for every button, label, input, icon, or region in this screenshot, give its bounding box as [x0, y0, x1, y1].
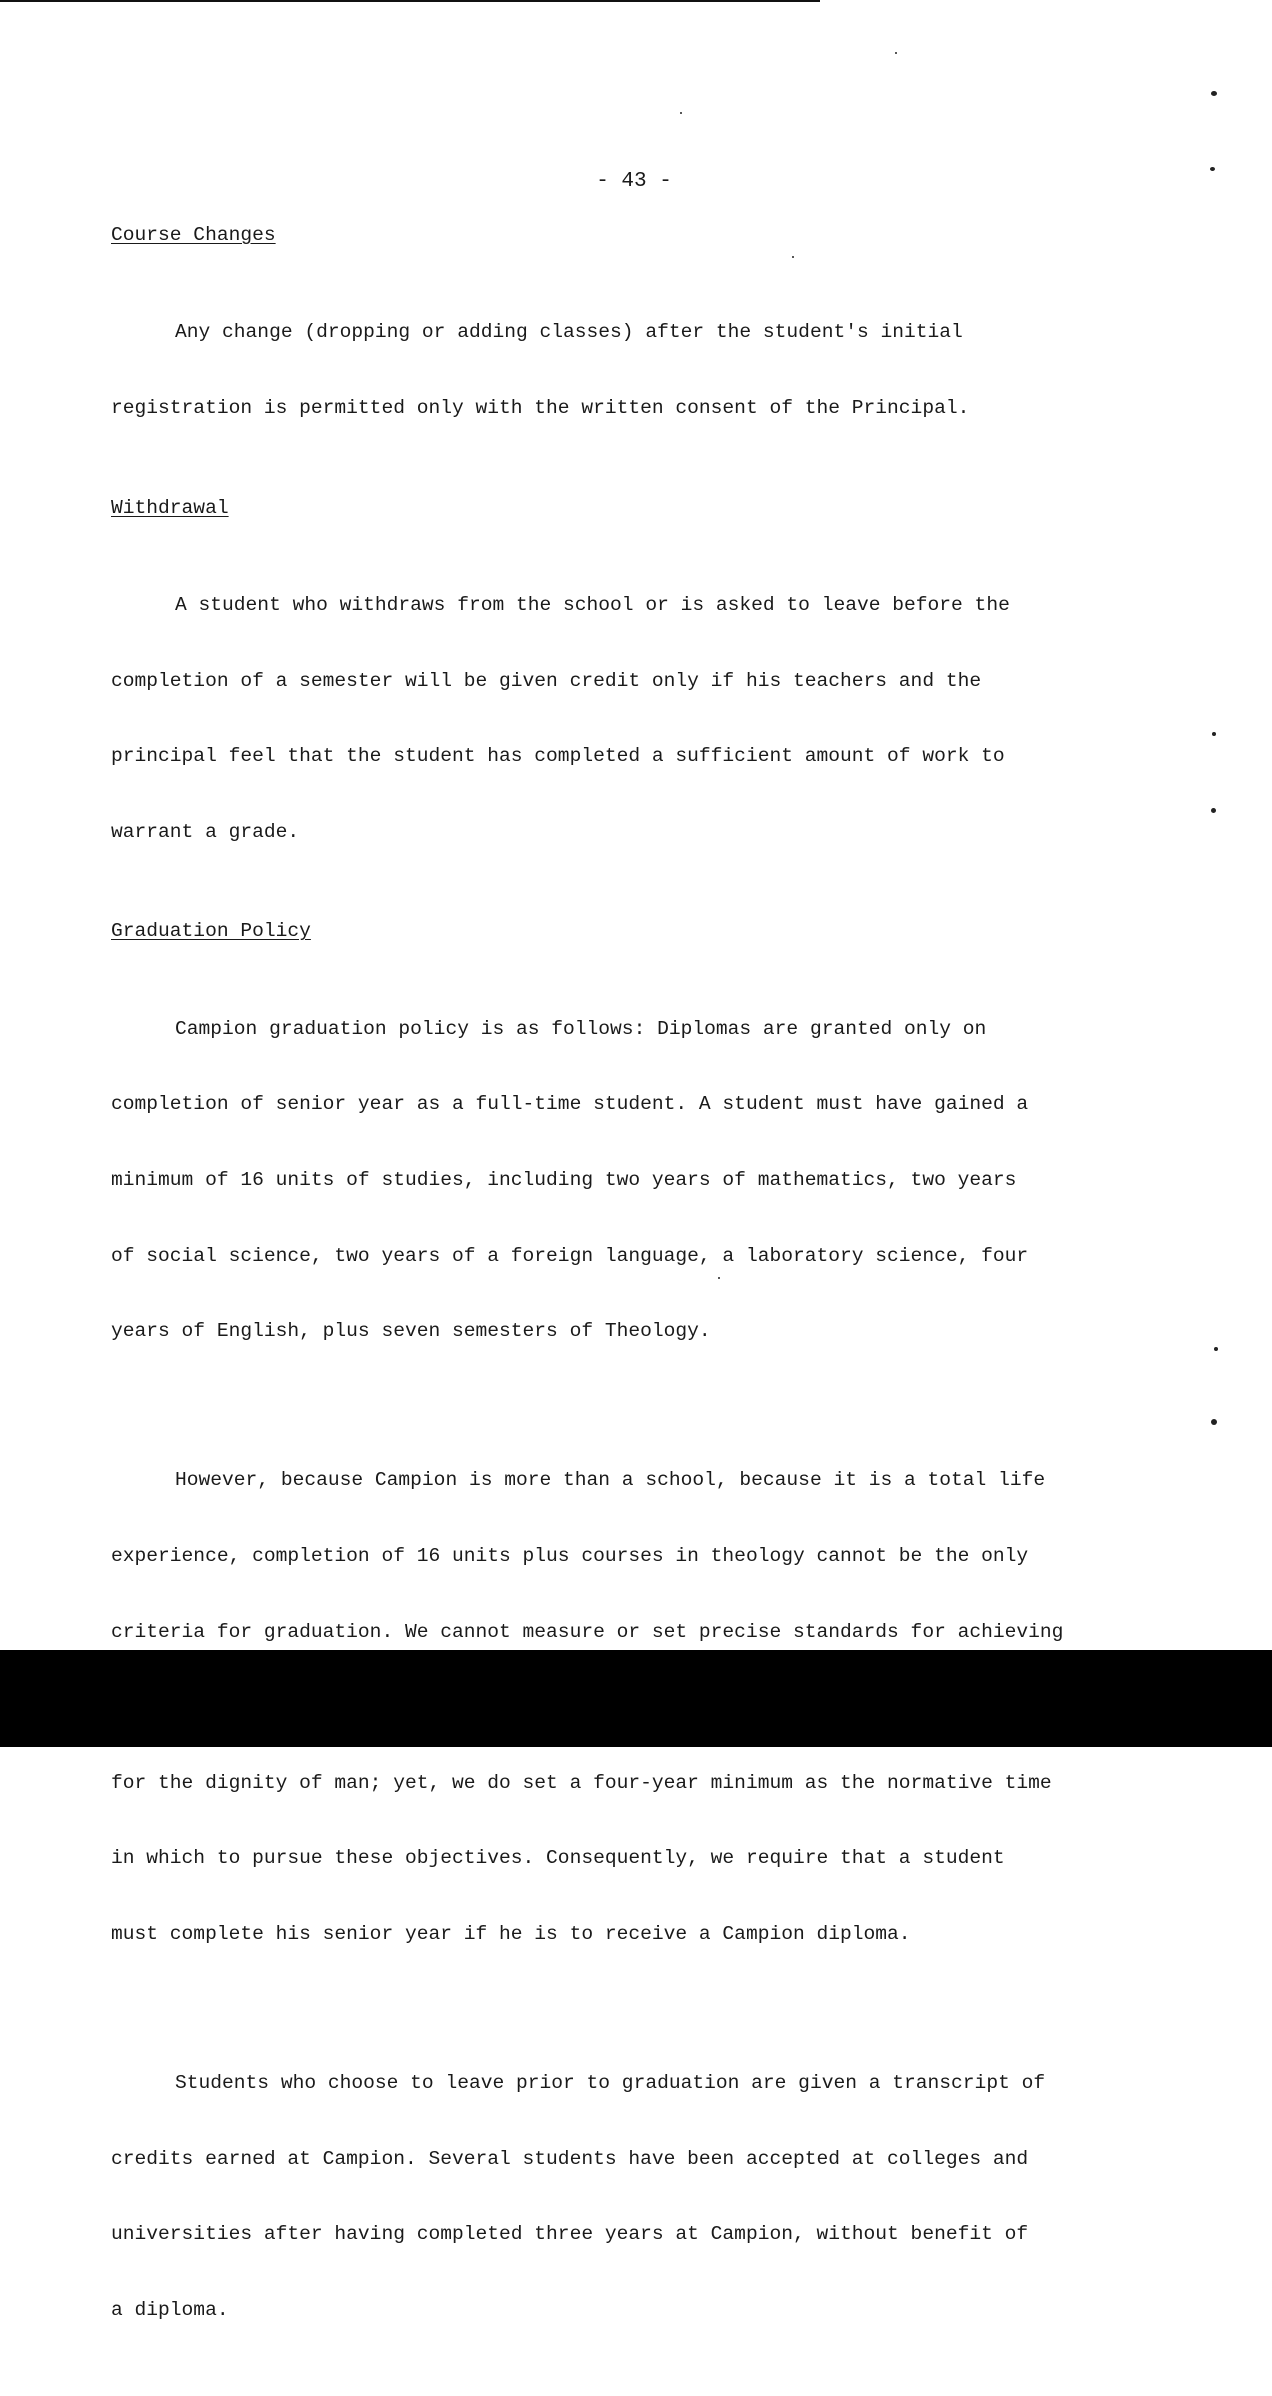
text-line: universities after having completed three years at Campion, without benefit of	[111, 2223, 1029, 2246]
text-line: credits earned at Campion. Several students have been accepted at colleges and	[111, 2147, 1029, 2170]
text-line: years of English, plus seven semesters of Theology.	[111, 1320, 711, 1343]
scan-speck	[1211, 91, 1217, 96]
text-line: completion of a semester will be given credit only if his teachers and the	[111, 669, 982, 692]
scan-speck	[792, 256, 794, 258]
text-line: for the dignity of man; yet, we do set a four-year minimum as the normative time	[111, 1771, 1052, 1794]
text-line: of social science, two years of a foreign language, a laboratory science, four	[111, 1244, 1029, 1267]
text-line: experience, completion of 16 units plus courses in theology cannot be the only	[111, 1544, 1029, 1567]
paragraph-course-changes	[111, 270, 1151, 472]
section-heading-course-changes: Course Changes	[111, 224, 276, 246]
scan-speck	[1211, 1419, 1217, 1425]
text-line: in which to pursue these objectives. Consequently, we require that a student	[111, 1847, 1005, 1870]
text-line: must complete his senior year if he is to receive a Campion diploma.	[111, 1922, 911, 1945]
text-line: registration is permitted only with the written consent of the Principal.	[111, 397, 970, 420]
text-line: Campion graduation policy is as follows: Diplomas are granted only on	[175, 1017, 987, 1040]
paragraph-transcript	[111, 2021, 1151, 2374]
text-line: A student who withdraws from the school or is asked to leave before the	[175, 594, 1010, 617]
text-line: warrant a grade.	[111, 820, 300, 843]
scan-speck	[718, 1277, 720, 1279]
text-line: minimum of 16 units of studies, including two years of mathematics, two years	[111, 1169, 1017, 1192]
section-heading-withdrawal: Withdrawal	[111, 496, 229, 519]
text-line: completion of senior year as a full-time student. A student must have gained a	[111, 1093, 1029, 1116]
paragraph-withdrawal	[111, 543, 1151, 896]
top-edge-rule	[0, 0, 820, 2]
scan-speck	[1214, 1347, 1218, 1351]
paragraph-graduation-requirements	[111, 966, 1151, 1394]
scan-speck	[1212, 732, 1216, 736]
scan-speck	[1210, 167, 1215, 171]
text-line: a diploma.	[111, 2298, 229, 2321]
scan-speck	[1211, 808, 1216, 813]
scan-bottom-border	[0, 1650, 1272, 1747]
scan-speck	[680, 112, 682, 114]
text-line: However, because Campion is more than a school, because it is a total life	[175, 1469, 1046, 1492]
text-line: Any change (dropping or adding classes) after the student's initial	[175, 321, 963, 344]
page-number: - 43 -	[596, 170, 672, 193]
document-body	[111, 222, 1151, 2396]
text-line: criteria for graduation. We cannot measure or set precise standards for achieving	[111, 1620, 1064, 1643]
section-heading-graduation-policy: Graduation Policy	[111, 920, 311, 943]
text-line: Students who choose to leave prior to graduation are given a transcript of	[175, 2072, 1046, 2094]
text-line: principal feel that the student has completed a sufficient amount of work to	[111, 745, 1005, 768]
scan-speck	[895, 52, 897, 54]
